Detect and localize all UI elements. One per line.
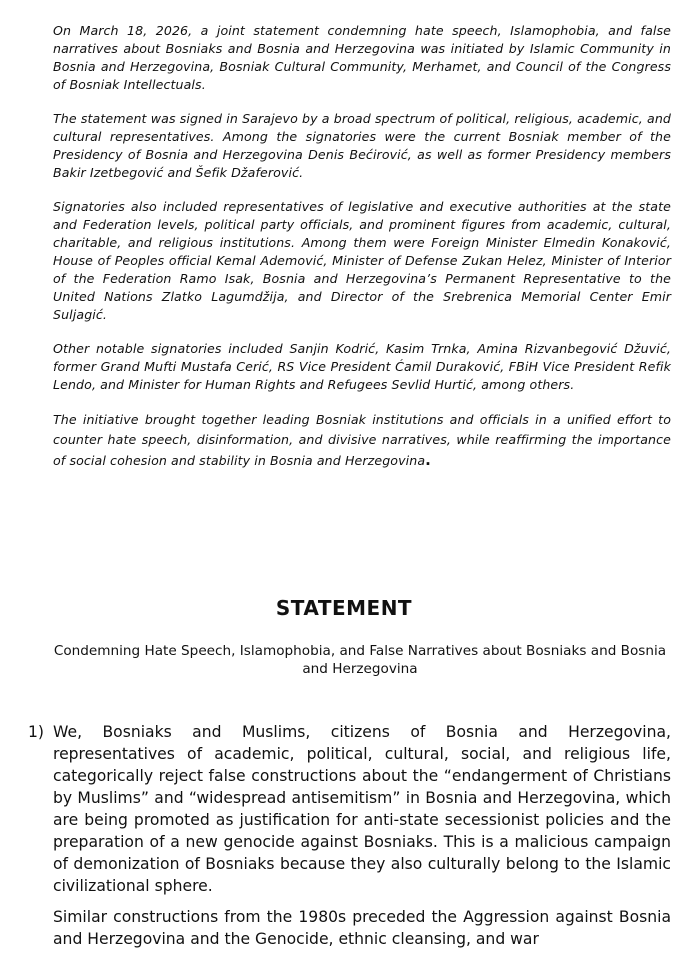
statement-body xyxy=(28,721,671,950)
intro-section xyxy=(53,22,671,487)
intro-paragraph-2: The statement was signed in Sarajevo by a broad spectrum of political, religious, academic, and cultural representatives. Among the signatories were the current Bosniak member of the Presidency of Bosnia and Herzegovina Denis Bećirović, as well as former Presidency members Bakir Izetbegović and Šefik Džaferović. xyxy=(53,111,671,180)
intro-paragraph-5-text: The initiative brought together leading Bosniak institutions and officials in a unified effort to counter hate speech, disinformation, and divisive narratives, while reaffirming the importance of social cohesion and stability in Bosnia and Herzegovina xyxy=(53,412,671,468)
intro-paragraph-5 xyxy=(53,410,671,471)
list-item xyxy=(28,721,671,897)
continuation-paragraph: Similar constructions from the 1980s preceded the Aggression against Bosnia and Herzegovina and the Genocide, ethnic cleansing, and war xyxy=(53,908,671,948)
statement-subtitle: Condemning Hate Speech, Islamophobia, and False Narratives about Bosniaks and Bosnia and Herzegovina xyxy=(53,643,667,677)
intro-paragraph-3: Signatories also included representatives of legislative and executive authorities at the state and Federation levels, political party officials, and prominent figures from academic, cultural, charitable, and religious institutions. Among them were Foreign Minister Elmedin Konaković, House of Peoples official Kemal Ademović, Minister of Defense Zukan Helez, Minister of Interior of the Federation Ramo Isak, Bosnia and Herzegovina’s Permanent Representative to the United Nations Zlatko Lagumdžija, and Director of the Srebrenica Memorial Center Emir Suljagić. xyxy=(53,199,671,322)
list-item-text: We, Bosniaks and Muslims, citizens of Bosnia and Herzegovina, representatives of academic, political, cultural, social, and religious life, categorically reject false constructions about the “endangerment of Christians by Muslims” and “widespread antisemitism” in Bosnia and Herzegovina, which are being promoted as justification for anti-state secessionist policies and the preparation of a new genocide against Bosniaks. This is a malicious campaign of demonization of Bosniaks because they also culturally belong to the Islamic civilizational sphere. xyxy=(53,723,671,895)
intro-paragraph-1: On March 18, 2026, a joint statement condemning hate speech, Islamophobia, and false narratives about Bosniaks and Bosnia and Herzegovina was initiated by Islamic Community in Bosnia and Herzegovina, Bosniak Cultural Community, Merhamet, and Council of the Congress of Bosniak Intellectuals. xyxy=(53,23,671,92)
list-item-number: 1) xyxy=(28,723,45,741)
intro-paragraph-4: Other notable signatories included Sanjin Kodrić, Kasim Trnka, Amina Rizvanbegović Džuvić, former Grand Mufti Mustafa Cerić, RS Vice President Ćamil Duraković, FBiH Vice President Refik Lendo, and Minister for Human Rights and Refugees Sevlid Hurtić, among others. xyxy=(53,341,671,392)
statement-title: STATEMENT xyxy=(275,596,413,620)
intro-final-period: . xyxy=(425,451,431,469)
